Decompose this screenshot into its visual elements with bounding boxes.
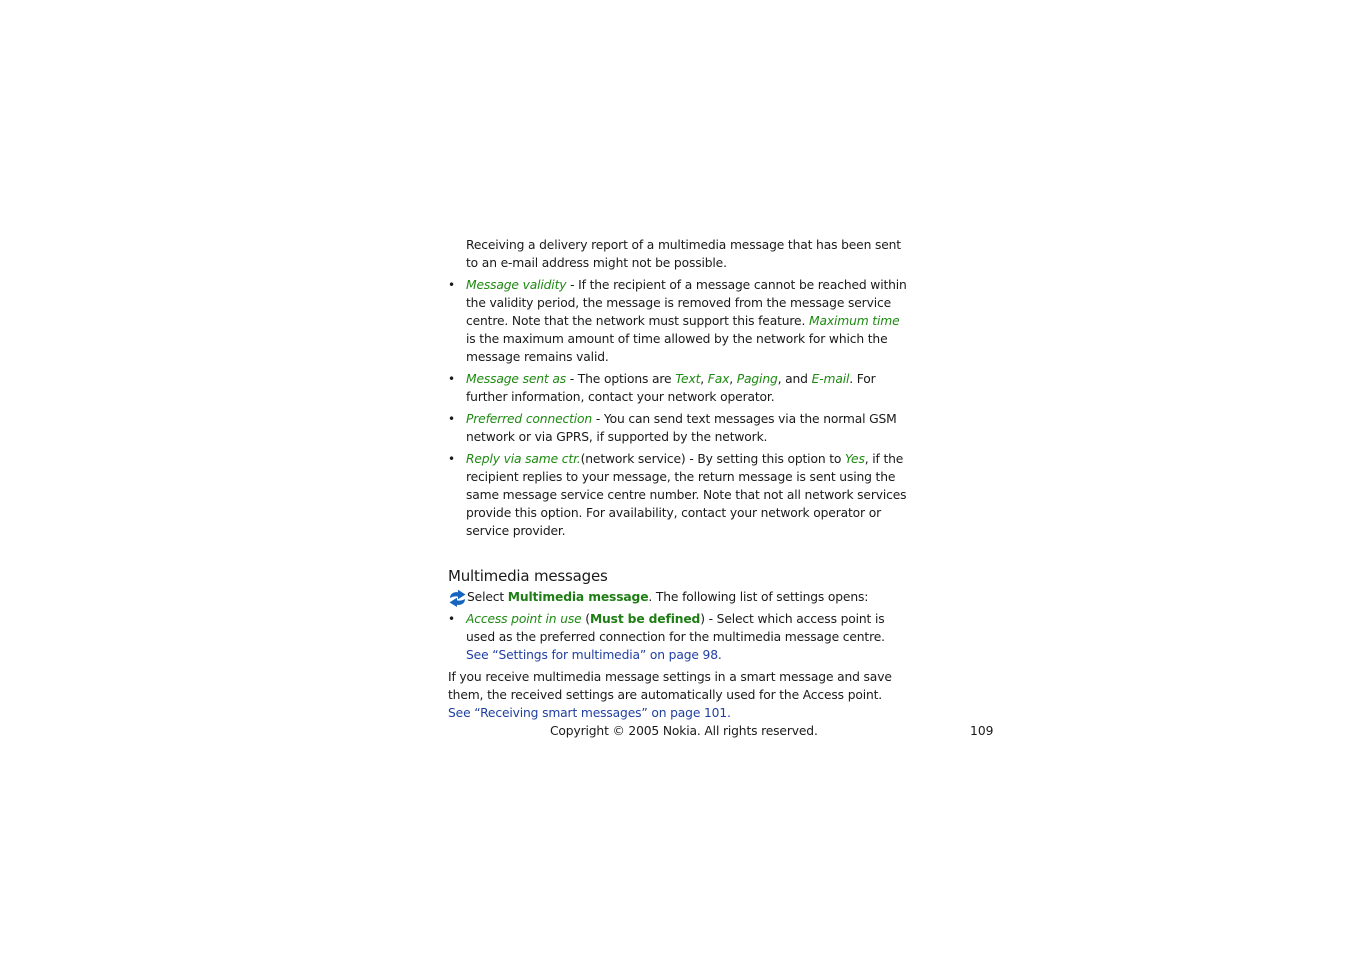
bullet-icon: • <box>448 612 455 626</box>
cross-reference-link[interactable]: See “Settings for multimedia” on page 98. <box>466 648 722 662</box>
select-instruction: Select Multimedia message. The following list of settings opens: <box>448 588 908 606</box>
list-item: • Message sent as - The options are Text, Fax, Paging, and E-mail. For further information, contact your network operator. <box>448 372 876 404</box>
select-arrow-icon <box>448 589 467 607</box>
section-heading: Multimedia messages <box>448 567 608 585</box>
setting-term: Access point in use <box>466 612 582 626</box>
cross-reference-link[interactable]: See “Receiving smart messages” on page 101. <box>448 706 731 720</box>
setting-default-value: Must be defined <box>589 612 701 626</box>
setting-term: Reply via same ctr. <box>466 452 581 466</box>
setting-term: Message validity <box>466 278 567 292</box>
setting-option: Fax <box>707 372 730 386</box>
list-item: • Preferred connection - You can send text messages via the normal GSM network or via GPRS, if supported by the network. <box>448 412 897 444</box>
bullet-icon: • <box>448 372 455 386</box>
document-body <box>448 236 908 726</box>
multimedia-settings-list <box>448 610 908 664</box>
list-item: • Access point in use (Must be defined) - Select which access point is used as the preferred connection for the multimedia message centre. See “Settings for multimedia” on page 98. <box>448 612 885 662</box>
setting-option: Paging <box>736 372 778 386</box>
menu-path: Multimedia message <box>507 590 649 604</box>
copyright-footer: Copyright © 2005 Nokia. All rights reserved. <box>550 724 818 738</box>
setting-term: Message sent as <box>466 372 566 386</box>
bullet-icon: • <box>448 278 455 292</box>
settings-list <box>448 276 908 540</box>
bullet-icon: • <box>448 452 455 466</box>
setting-option: Text <box>675 372 701 386</box>
setting-option: E-mail <box>811 372 850 386</box>
bullet-icon: • <box>448 412 455 426</box>
intro-paragraph: Receiving a delivery report of a multimedia message that has been sent to an e-mail address might not be possible. <box>466 238 901 270</box>
list-item: • Message validity - If the recipient of a message cannot be reached within the validity period, the message is removed from the message service centre. Note that the network must support this feature. Maximum time is the maximum amount of time allowed by the network for which the message remains valid. <box>448 278 907 364</box>
closing-paragraph: If you receive multimedia message settings in a smart message and save them, the received settings are automatically used for the Access point. See “Receiving smart messages” on page 101. <box>448 670 892 720</box>
setting-term: Preferred connection <box>466 412 593 426</box>
list-item: • Reply via same ctr.(network service) - By setting this option to Yes, if the recipient replies to your message, the return message is sent using the same message service centre number. Note that not all network services provide this option. For availability, contact your network operator or service provider. <box>448 452 907 538</box>
setting-option: Maximum time <box>809 314 900 328</box>
setting-option: Yes <box>845 452 865 466</box>
page-number: 109 <box>970 724 994 738</box>
